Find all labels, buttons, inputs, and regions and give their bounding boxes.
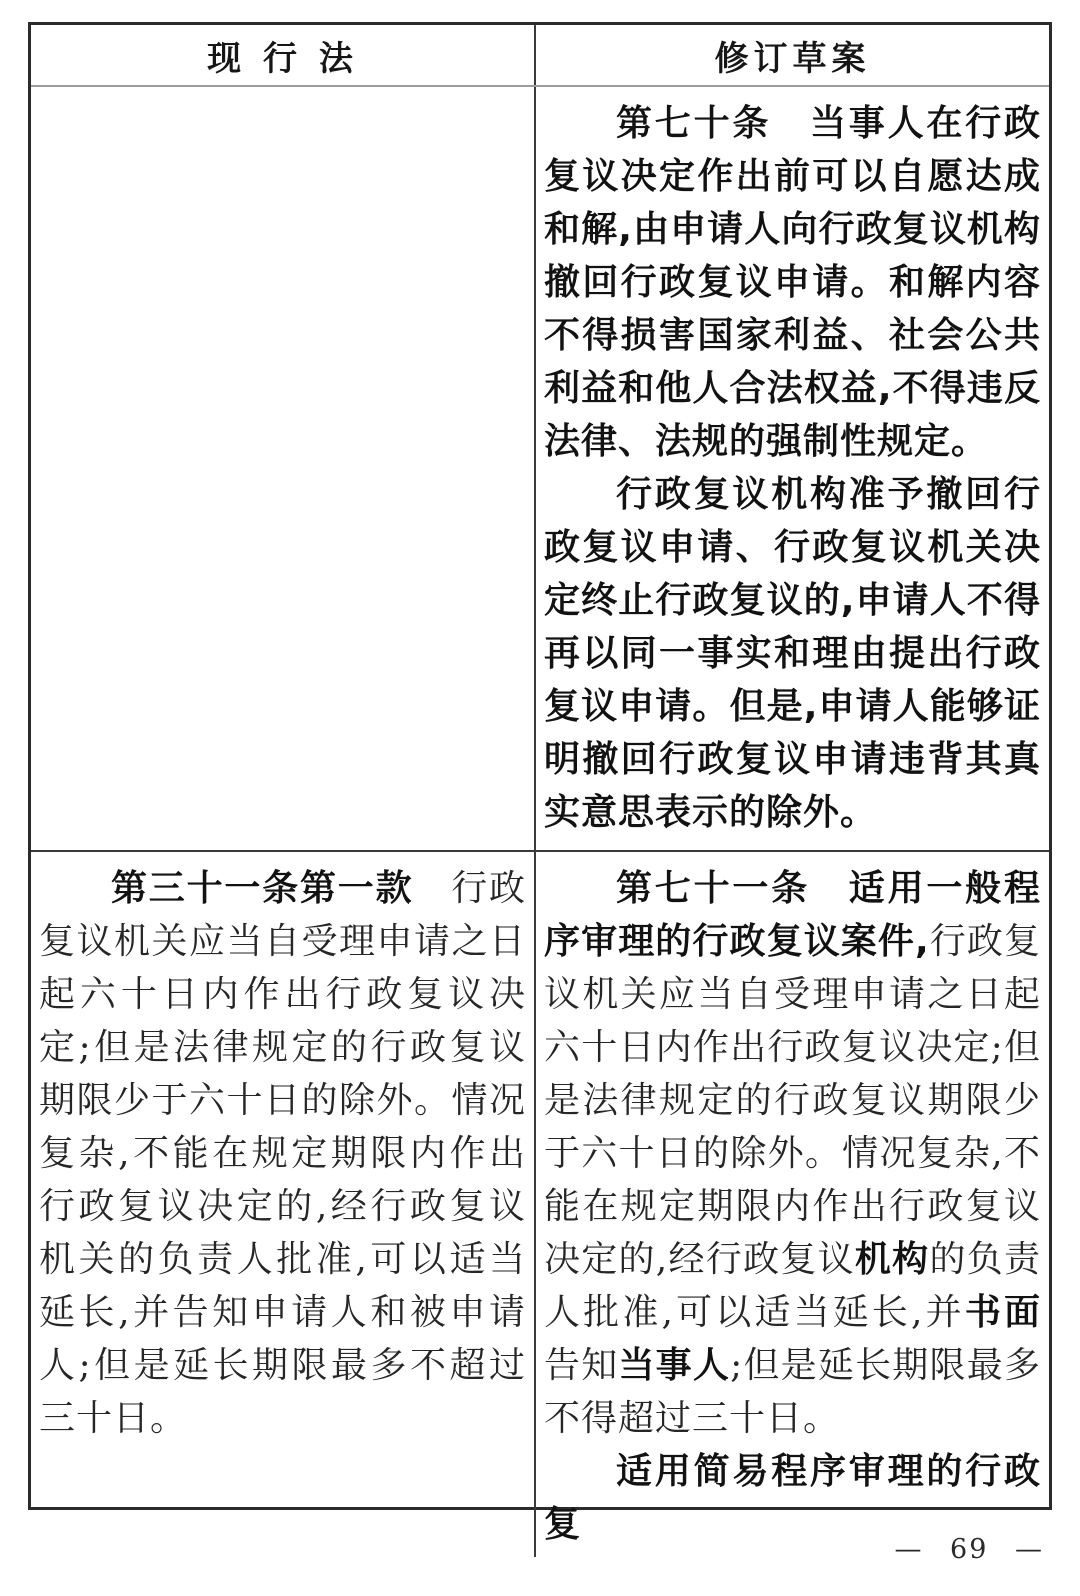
- paragraph: [544, 97, 1041, 468]
- cell-draft-article-70: [536, 87, 1049, 850]
- text-segment-bold: 适用简易程序审理的行政复: [544, 1451, 1041, 1545]
- header-current-law: 现 行 法: [31, 25, 536, 85]
- cell-current-law-empty: [31, 87, 536, 850]
- text-segment-regular: ;但是延长期限最多不得超过三十日。: [544, 1345, 1041, 1439]
- text-segment-bold: 书面: [964, 1292, 1041, 1333]
- page-number: — 69 —: [894, 1534, 1044, 1565]
- text-segment-bold: 第七十条 当事人在行政复议决定作出前可以自愿达成和解,由申请人向行政复议机构撤回行政复议申请。和解内容不得损害国家利益、社会公共利益和他人合法权益,不得违反法律、法规的强制性规定。: [544, 103, 1041, 462]
- cell-current-law-article-31: [31, 852, 536, 1557]
- text-segment-regular: 行政复议机关应当自受理申请之日起六十日内作出行政复议决定;但是法律规定的行政复议期限少于六十日的除外。情况复杂,不能在规定期限内作出行政复议决定的,经行政复议: [544, 921, 1041, 1280]
- text-segment-bold: 第三十一条第一款: [111, 868, 452, 909]
- table-row-article-71: [31, 852, 1049, 1557]
- text-segment-regular: 告知: [544, 1345, 619, 1386]
- text-segment-bold: 当事人: [618, 1345, 731, 1386]
- text-segment-regular: 的负责人批准,可以适当延长,并: [544, 1239, 1041, 1333]
- table-header-row: [31, 25, 1049, 87]
- paragraph: [39, 862, 526, 1445]
- text-segment-bold: 第七十一条 适用一般程序审理的行政复议案件,: [544, 868, 1041, 962]
- law-comparison-table: [28, 22, 1052, 1545]
- paragraph: [544, 862, 1041, 1445]
- paragraph: [544, 468, 1041, 839]
- header-revision-draft: 修订草案: [714, 38, 871, 79]
- text-segment-bold: 行政复议机构准予撤回行政复议申请、行政复议机关决定终止行政复议的,申请人不得再以同一事实和理由提出行政复议申请。但是,申请人能够证明撤回行政复议申请违背其真实意思表示的除外。: [544, 474, 1041, 833]
- cell-draft-article-71: [536, 852, 1049, 1557]
- text-segment-bold: 机构: [854, 1239, 930, 1280]
- text-segment-regular: 行政复议机关应当自受理申请之日起六十日内作出行政复议决定;但是法律规定的行政复议期限少于六十日的除外。情况复杂,不能在规定期限内作出行政复议决定的,经行政复议机关的负责人批准,可以适当延长,并告知申请人和被申请人;但是延长期限最多不超过三十日。: [39, 868, 526, 1439]
- table-row-article-70: [31, 87, 1049, 852]
